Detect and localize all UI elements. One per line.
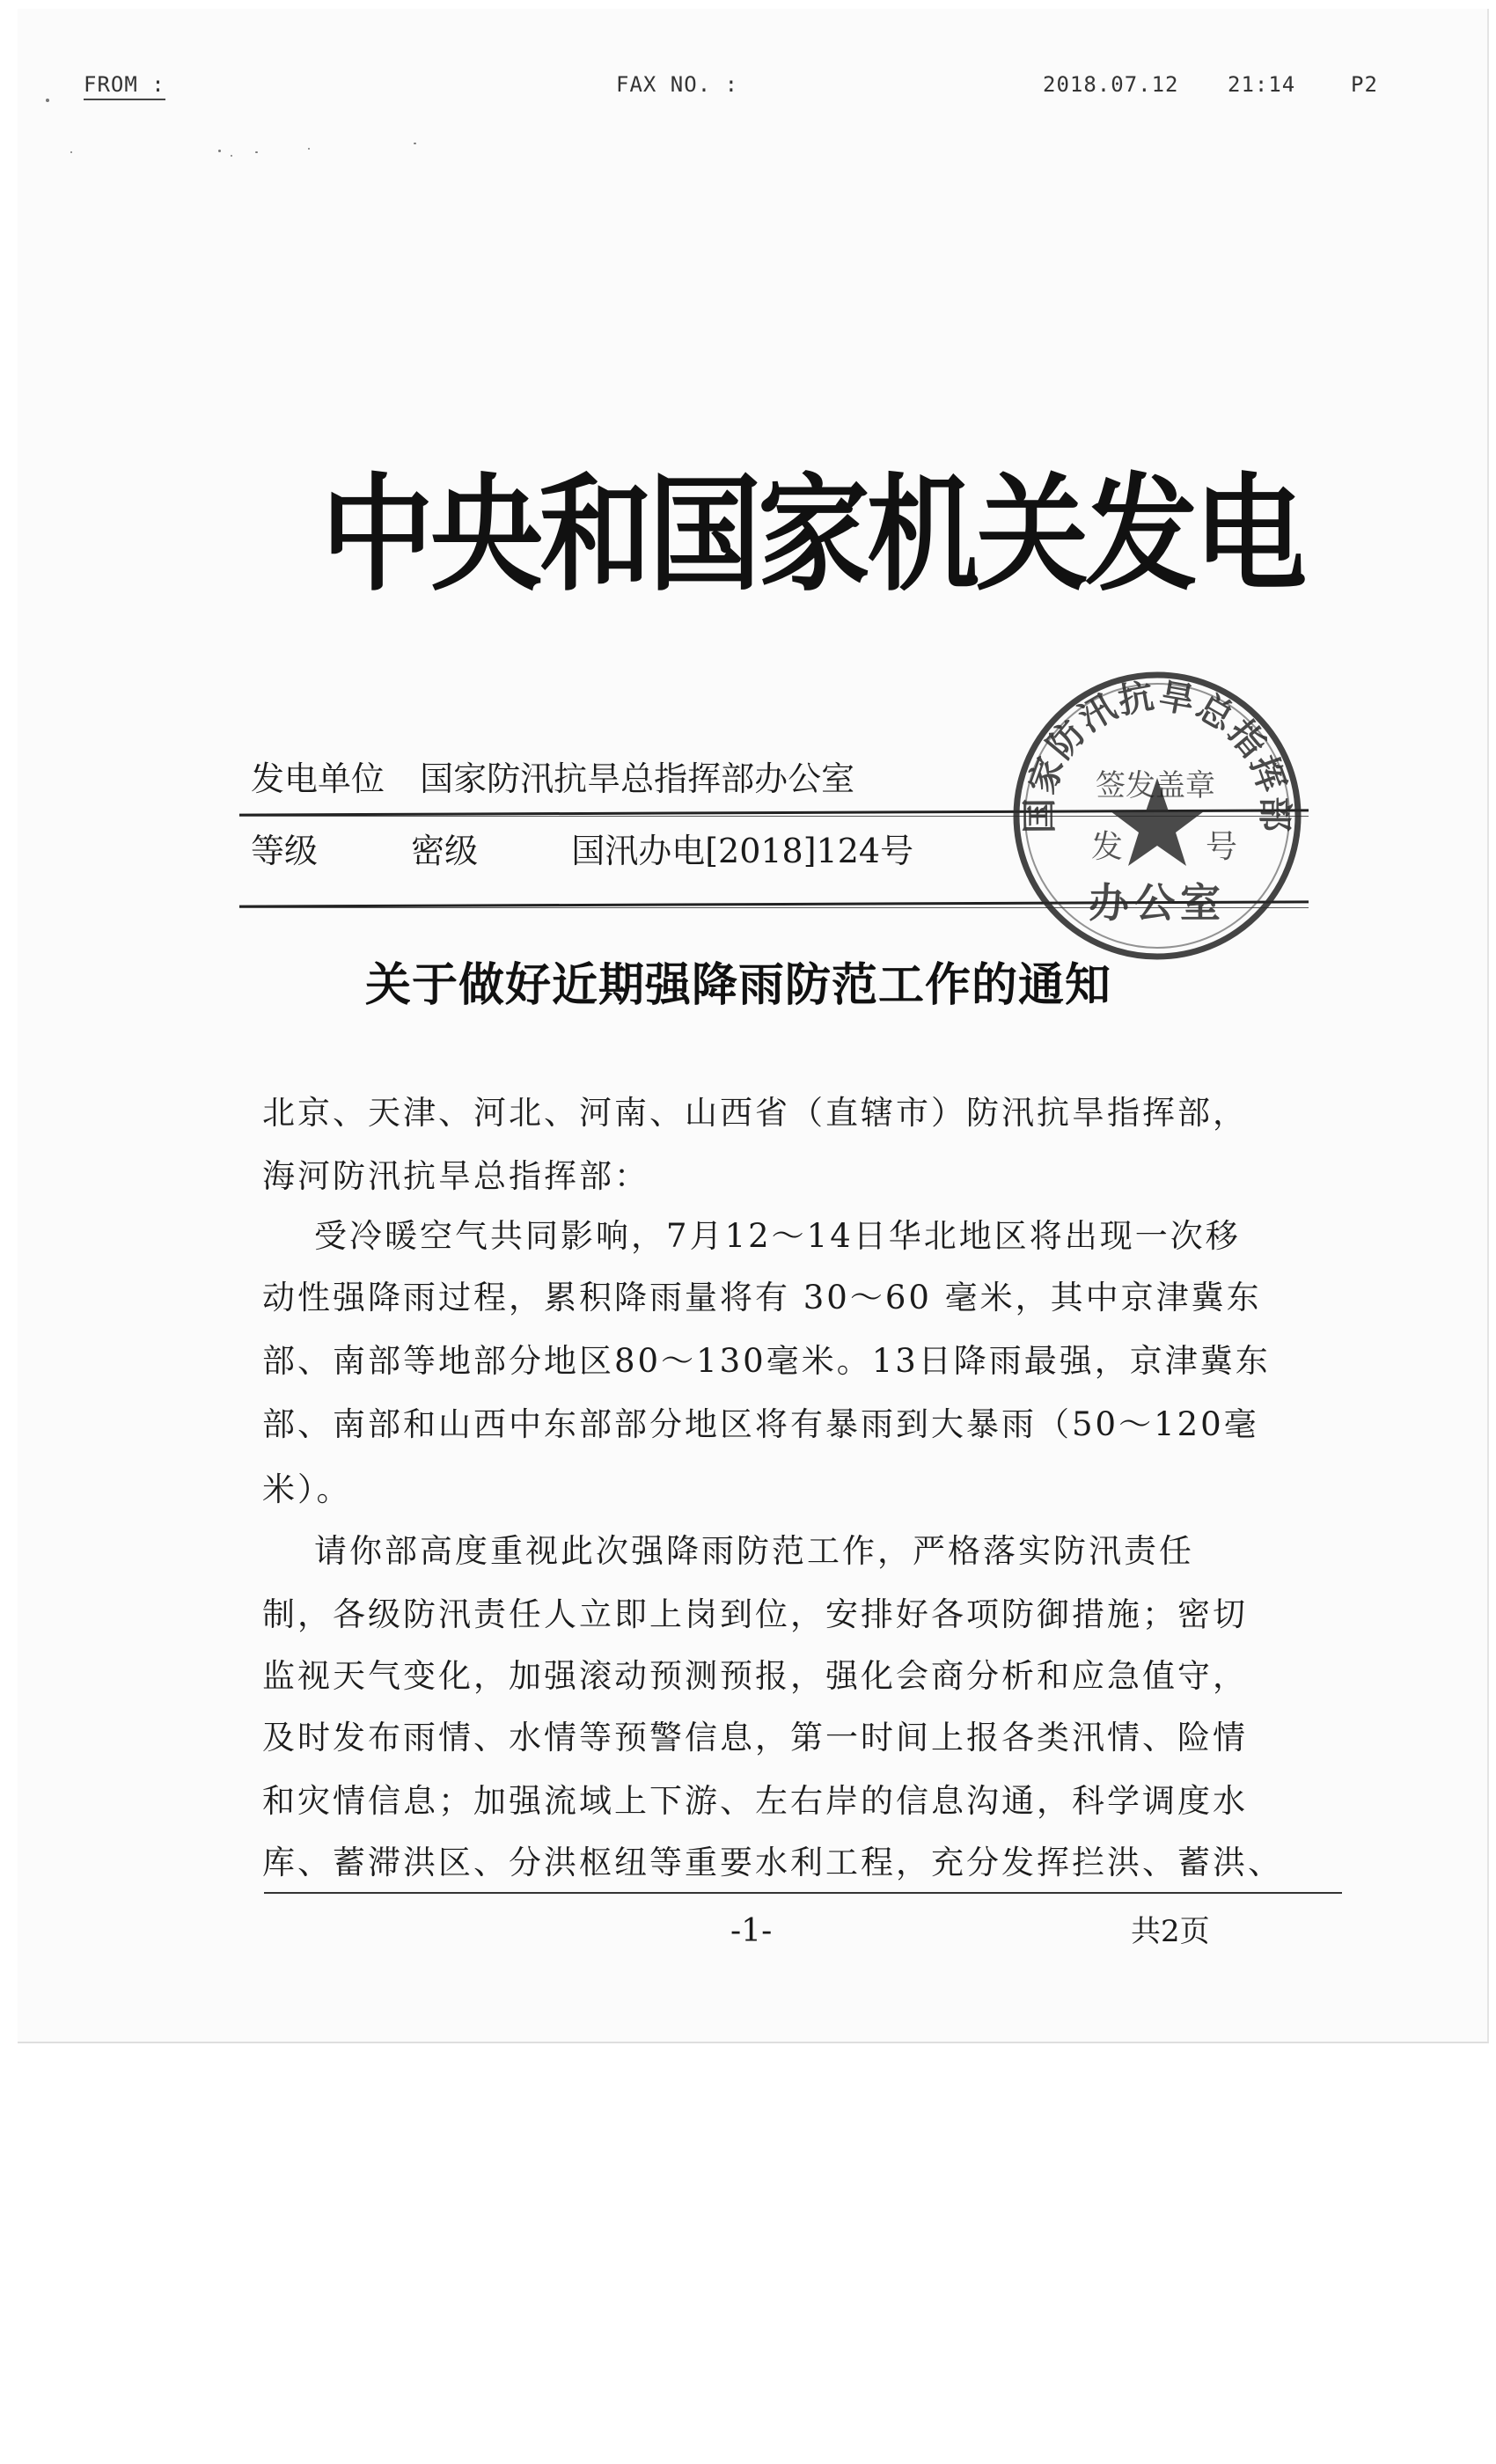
main-title: 中央和国家机关发电 <box>321 462 1304 609</box>
scan-speck <box>414 143 416 144</box>
body-line: 及时发布雨情、水情等预警信息，第一时间上报各类汛情、险情 <box>262 1719 1248 1756</box>
sender-value: 国家防汛抗旱总指挥部办公室 <box>420 759 855 798</box>
fax-page-indicator: P2 <box>1351 72 1378 97</box>
level-label: 等级 <box>251 832 319 870</box>
body-line: 库、蓄滞洪区、分洪枢纽等重要水利工程，充分发挥拦洪、蓄洪、 <box>262 1844 1283 1881</box>
scan-speck <box>231 155 232 157</box>
official-seal <box>1003 662 1311 970</box>
scan-speck <box>218 150 221 152</box>
stamp-note-number: 号 <box>1206 829 1238 865</box>
document-number: 国汛办电[2018]124号 <box>571 832 914 870</box>
seal-center-text: 办公室 <box>1089 879 1226 927</box>
notice-title: 关于做好近期强降雨防范工作的通知 <box>365 959 1112 1012</box>
body-line: 北京、天津、河北、河南、山西省（直辖市）防汛抗旱指挥部， <box>262 1094 1248 1132</box>
scan-speck <box>308 148 310 150</box>
body-line: 制，各级防汛责任人立即上岗到位，安排好各项防御措施；密切 <box>262 1595 1248 1633</box>
fax-date: 2018.07.12 <box>1043 72 1179 97</box>
stamp-note-sign: 签发盖章 <box>1096 768 1215 803</box>
stamp-note-issue: 发 <box>1091 829 1124 865</box>
level-row <box>251 829 913 873</box>
body-line: 受冷暖空气共同影响，7月12～14日华北地区将出现一次移 <box>262 1217 1241 1255</box>
scan-speck <box>70 151 72 153</box>
secrecy-label: 密级 <box>411 832 479 870</box>
page-total: 共2页 <box>1131 1914 1210 1949</box>
scan-speck <box>255 151 258 153</box>
body-line: 海河防汛抗旱总指挥部： <box>262 1157 649 1195</box>
body-line: 监视天气变化，加强滚动预测预报，强化会商分析和应急值守， <box>262 1657 1248 1695</box>
page-number: -1- <box>730 1913 773 1949</box>
scan-speck <box>46 99 49 102</box>
body-line: 部、南部和山西中东部部分地区将有暴雨到大暴雨（50～120毫 <box>262 1405 1259 1443</box>
body-line: 部、南部等地部分地区80～130毫米。13日降雨最强，京津冀东 <box>262 1342 1271 1380</box>
sender-label: 发电单位 <box>251 759 385 798</box>
fax-number-label: FAX NO. : <box>616 72 739 97</box>
seal-ring-text: 国家防汛抗旱总指挥部 <box>1019 676 1295 834</box>
footer-rule <box>264 1892 1342 1894</box>
fax-time: 21:14 <box>1228 72 1296 97</box>
sender-row <box>251 757 854 801</box>
body-line: 和灾情信息；加强流域上下游、左右岸的信息沟通，科学调度水 <box>262 1782 1248 1820</box>
body-line: 米）。 <box>262 1470 352 1508</box>
body-line: 请你部高度重视此次强降雨防范工作，严格落实防汛责任 <box>262 1532 1195 1570</box>
fax-from-label: FROM : <box>84 72 165 100</box>
body-line: 动性强降雨过程，累积降雨量将有 30～60 毫米，其中京津冀东 <box>262 1279 1262 1316</box>
